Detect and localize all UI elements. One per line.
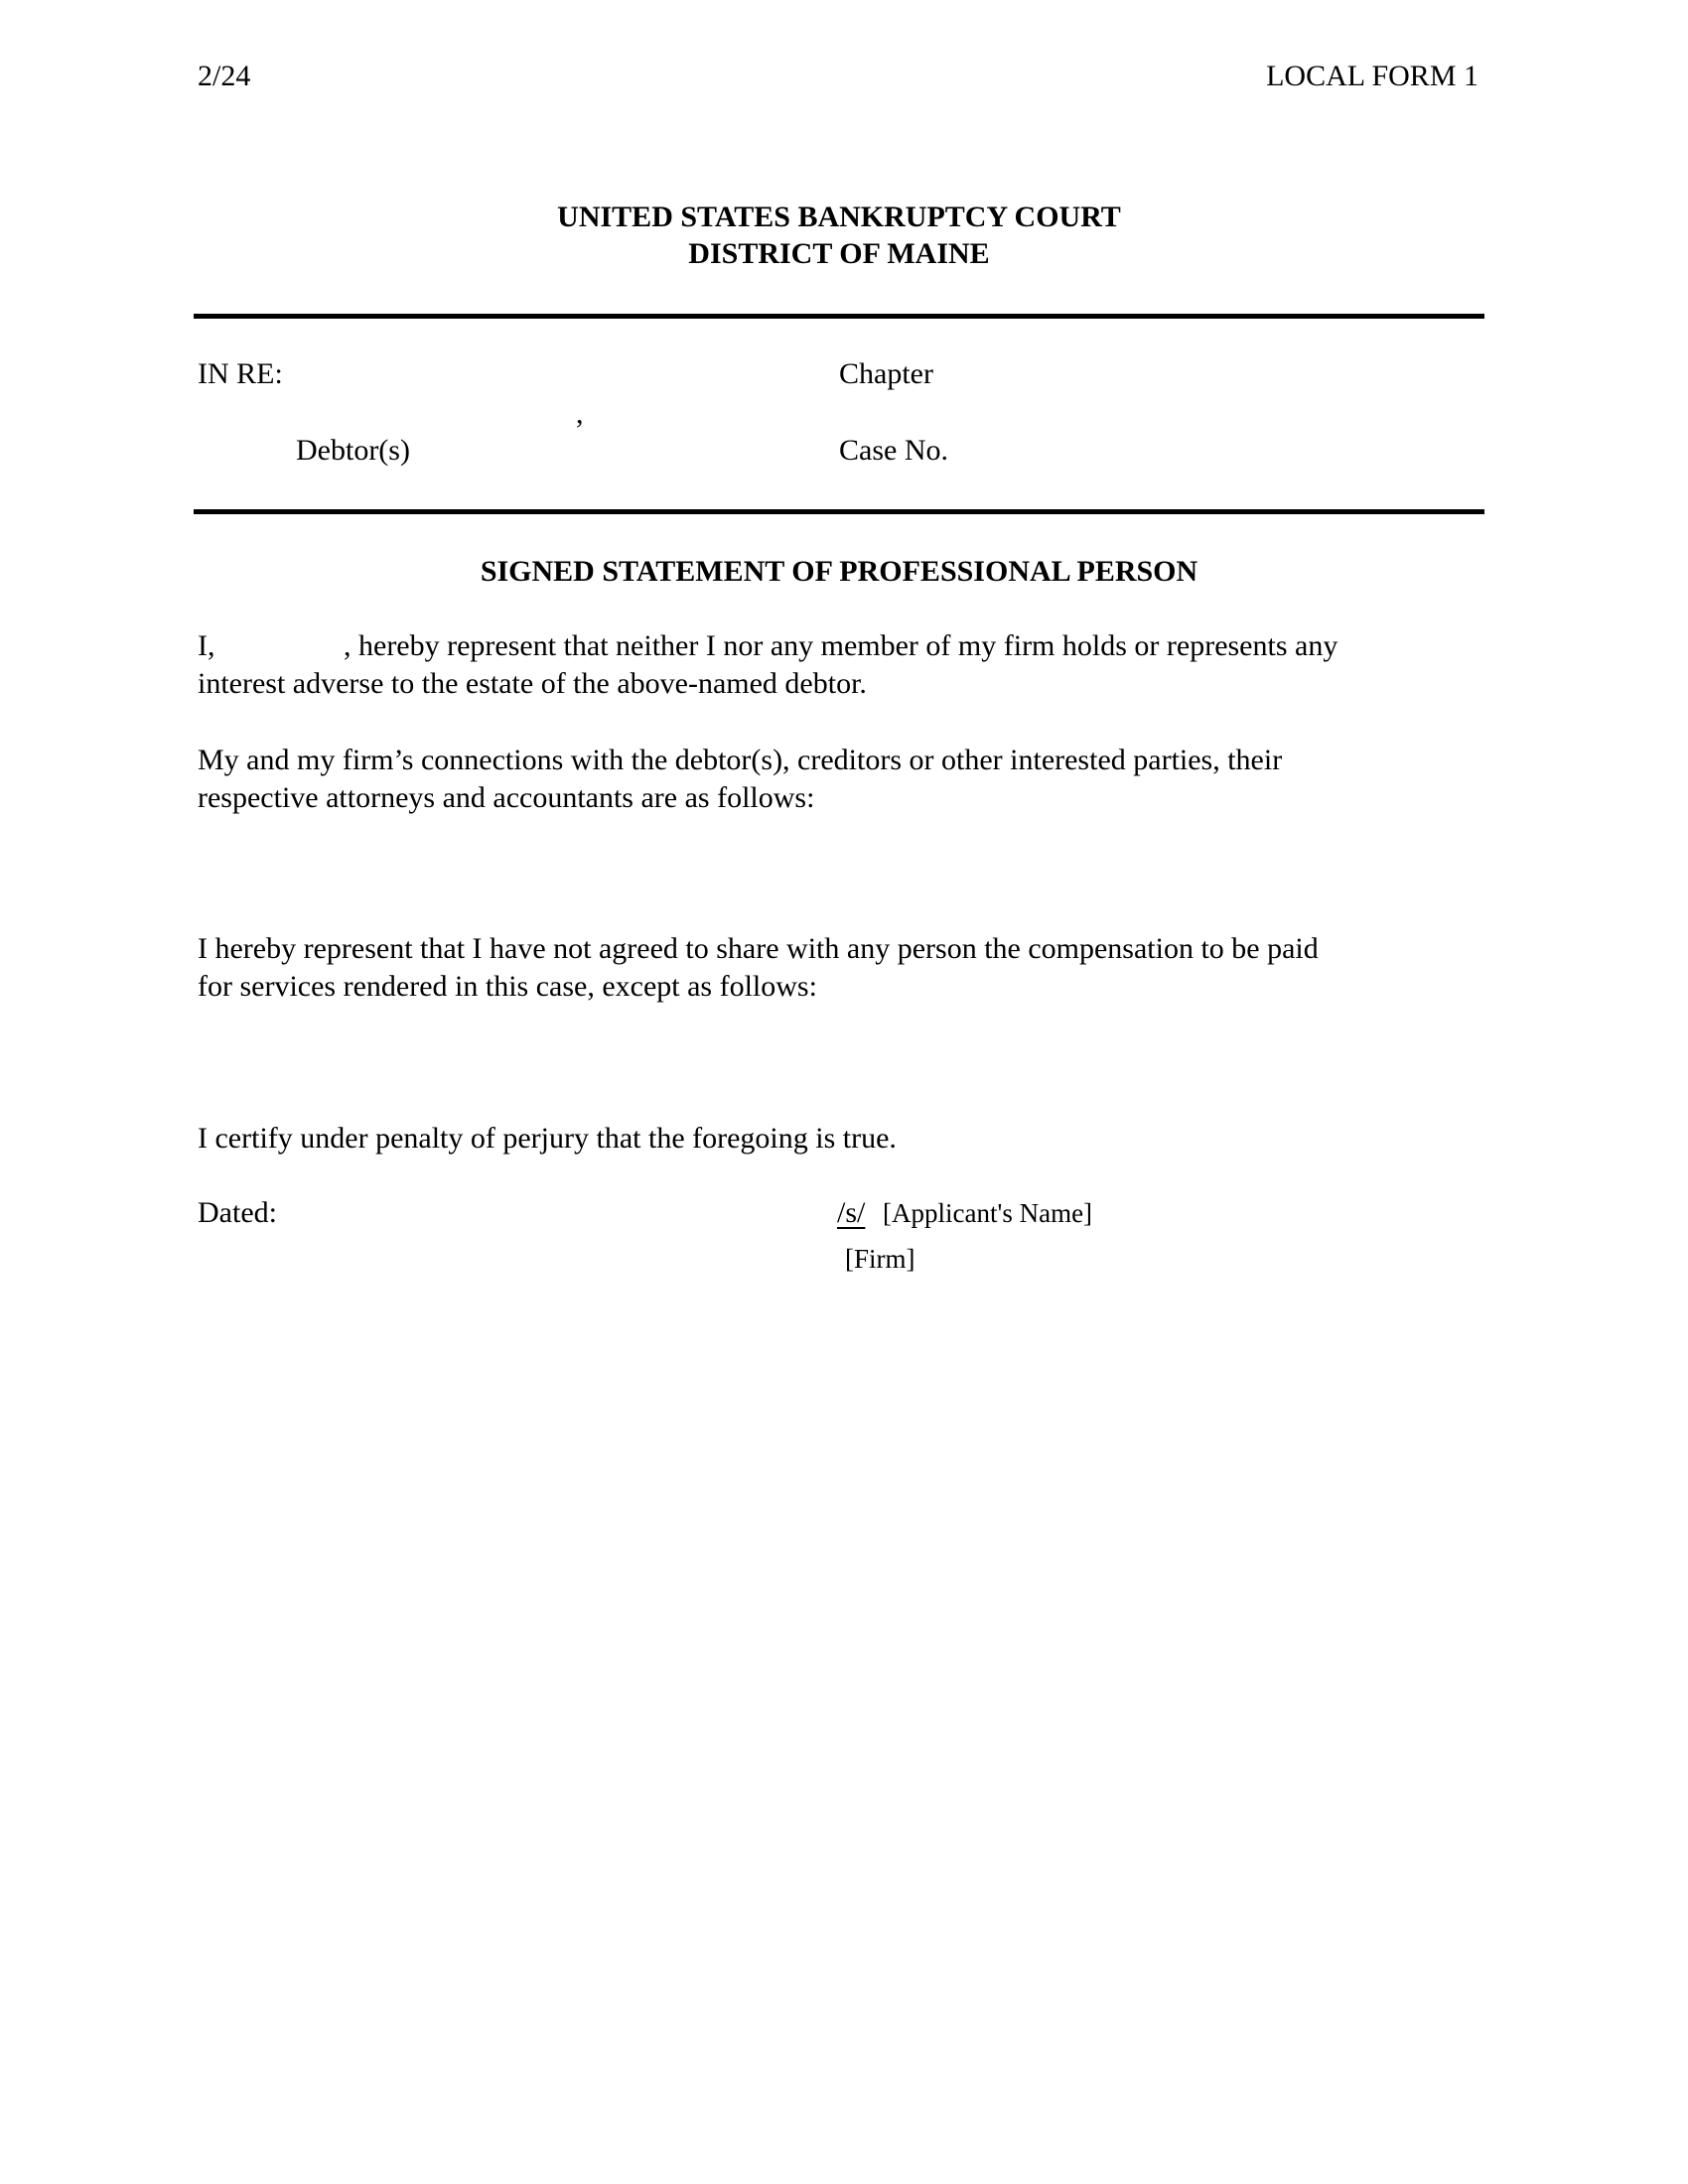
signature-mark: /s/ bbox=[837, 1196, 866, 1229]
para3-line2: for services rendered in this case, except as follows: bbox=[198, 970, 817, 1003]
in-re-label: IN RE: bbox=[198, 357, 283, 390]
court-name: UNITED STATES BANKRUPTCY COURT bbox=[557, 201, 1121, 233]
form-identifier: LOCAL FORM 1 bbox=[1266, 60, 1478, 92]
para2-line2: respective attorneys and accountants are as follows: bbox=[198, 781, 815, 814]
dated-label: Dated: bbox=[198, 1196, 277, 1229]
form-revision-date: 2/24 bbox=[198, 60, 251, 92]
certification-statement: I certify under penalty of perjury that the foregoing is true. bbox=[198, 1122, 897, 1155]
para3-line1: I hereby represent that I have not agreed to share with any person the compensation to be paid bbox=[198, 932, 1319, 965]
para2-line1: My and my firm’s connections with the debtor(s), creditors or other interested parties, their bbox=[198, 744, 1283, 776]
para1-line1: , hereby represent that neither I nor any member of my firm holds or represents any bbox=[344, 629, 1338, 662]
debtor-label: Debtor(s) bbox=[296, 434, 410, 467]
para1-line2: interest adverse to the estate of the above-named debtor. bbox=[198, 667, 867, 700]
debtor-name-comma: , bbox=[576, 397, 584, 430]
court-district: DISTRICT OF MAINE bbox=[688, 237, 990, 270]
applicant-name-placeholder: [Applicant's Name] bbox=[883, 1198, 1093, 1228]
case-number-label: Case No. bbox=[839, 434, 948, 467]
firm-placeholder: [Firm] bbox=[845, 1244, 915, 1274]
statement-title: SIGNED STATEMENT OF PROFESSIONAL PERSON bbox=[480, 555, 1198, 588]
para1-prefix: I, bbox=[198, 629, 215, 662]
chapter-label: Chapter bbox=[839, 357, 933, 390]
caption-top-rule bbox=[194, 314, 1484, 319]
caption-bottom-rule bbox=[194, 509, 1484, 514]
